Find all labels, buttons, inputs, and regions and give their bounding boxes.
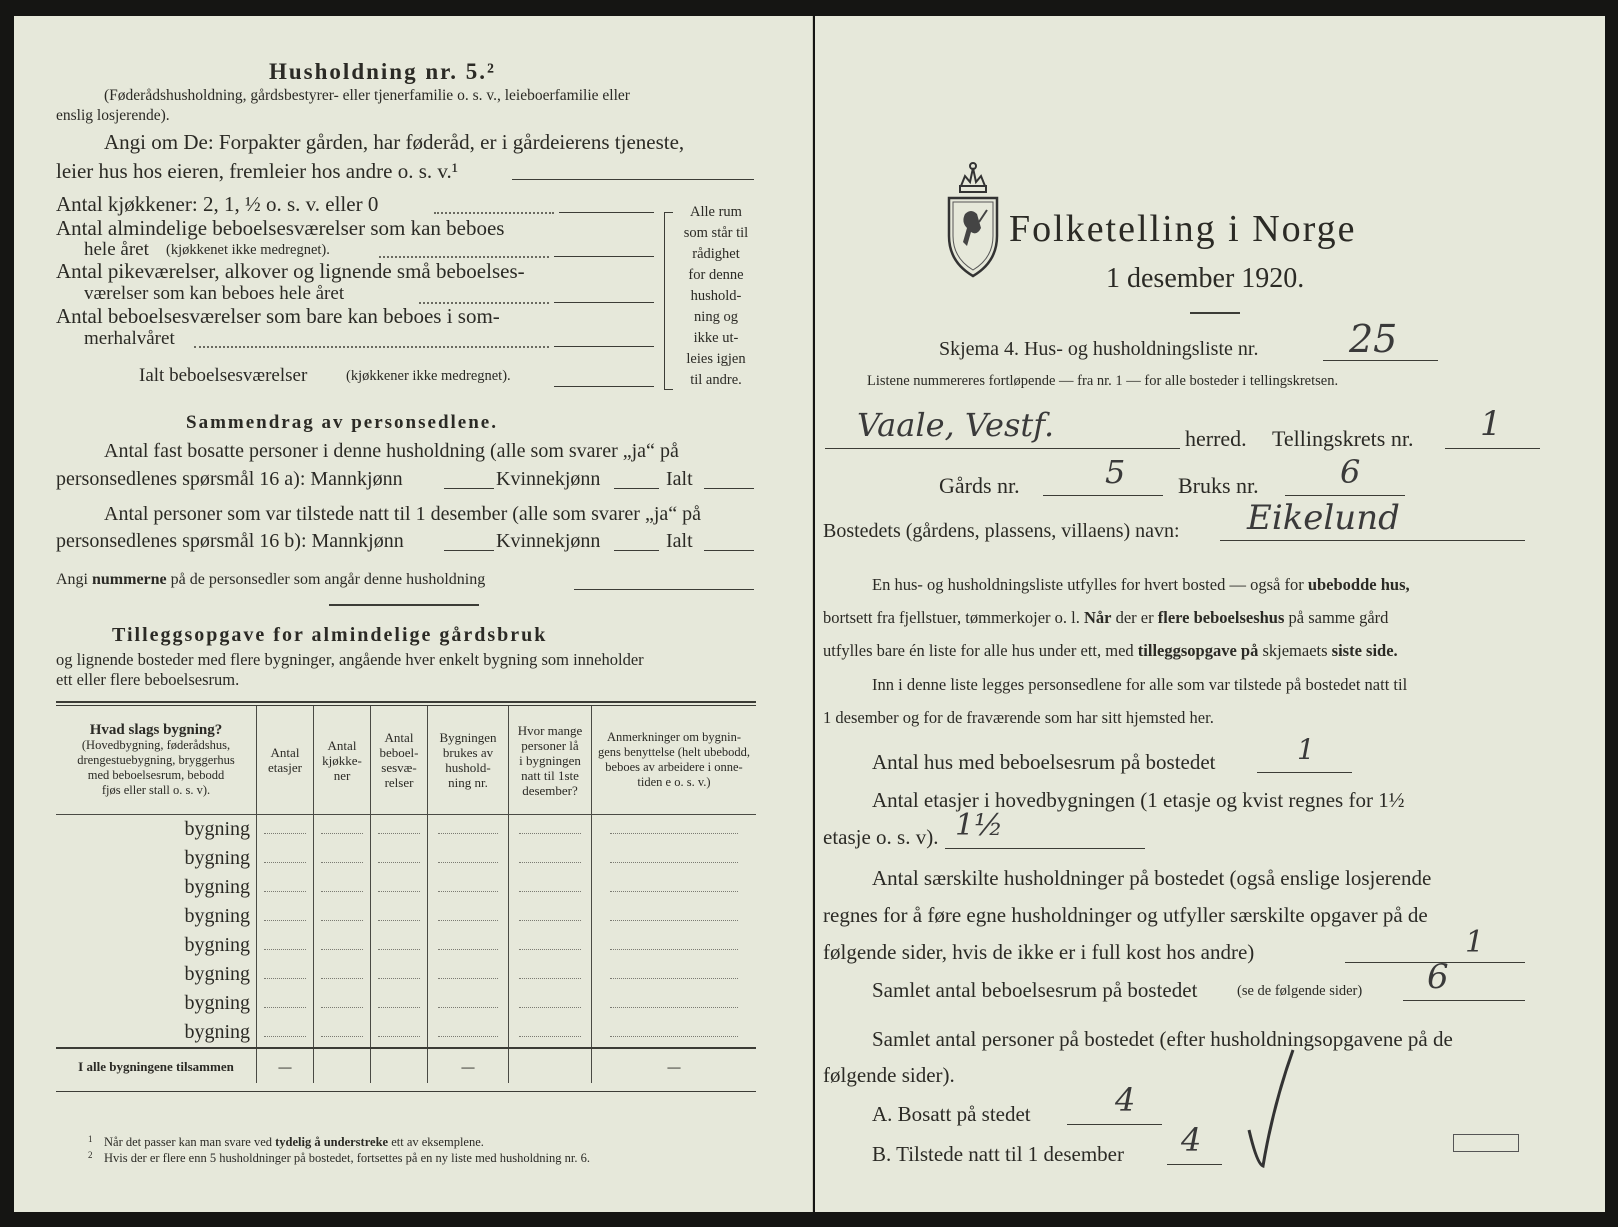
households-label-2: regnes for å føre egne husholdninger og utfyller særskilte opgaver på de	[823, 903, 1428, 927]
district-value: 1	[1480, 404, 1502, 444]
rooms-brace	[664, 212, 673, 390]
herred-value: Vaale, Vestf.	[857, 406, 1055, 444]
footnote-2: Hvis der er flere enn 5 husholdninger på bostedet, fortsettes på en ny liste med husholdning nr. 6.	[104, 1151, 591, 1165]
buildings-table	[56, 706, 756, 1083]
farm-number-label: Gårds nr.	[939, 473, 1020, 498]
place-name-value: Eikelund	[1247, 498, 1400, 538]
use-number-label: Bruks nr.	[1178, 473, 1259, 498]
houses-value: 1	[1297, 733, 1315, 766]
summary-a-female: Kvinnekjønn	[496, 468, 601, 490]
total-rooms-note: (kjøkkener ikke medregnet).	[346, 368, 511, 384]
household-title: Husholdning nr. 5.²	[269, 59, 496, 84]
use-number-value: 6	[1340, 453, 1361, 491]
summary-a-line-1: Antal fast bosatte personer i denne husholdning (alle som svarer „ja“ på	[104, 440, 679, 462]
table-row: bygning	[56, 1018, 756, 1048]
ordinary-rooms-note: (kjøkkenet ikke medregnet).	[166, 242, 330, 258]
numbering-note: Listene nummereres fortløpende — fra nr. 1 — for alle bosteder i tellingskretsen.	[867, 373, 1339, 389]
farm-number-value: 5	[1105, 453, 1126, 491]
brace-note: Alle rum som står til rådighet for denne hushold- ning og ikke ut- leies igjen til andre.	[683, 204, 749, 388]
footnote-1: Når det passer kan man svare ved tydelig å understreke ett av eksemplene.	[104, 1135, 484, 1149]
total-rooms-label: Ialt beboelsesværelser	[139, 365, 308, 386]
rooms-total-note: (se de følgende sider)	[1237, 983, 1363, 999]
instructions-line-3: utfylles bare én liste for alle hus under ett, med tilleggsopgave på skjemaets siste side.	[823, 641, 1398, 660]
intro-line-1: (Føderådshusholdning, gårdsbestyrer- eller tjenerfamilie o. s. v., leieboerfamilie eller	[104, 87, 630, 104]
norway-coat-of-arms-icon	[943, 158, 1003, 283]
summary-a-line-2: personsedlenes spørsmål 16 a): Mannkjønn	[56, 468, 403, 490]
instructions-line-4: Inn i denne liste legges personsedlene for alle som var tilstede på bostedet natt til	[872, 675, 1408, 694]
col-rooms: Antal beboel- sesvæ- relser	[371, 706, 428, 815]
summary-b-line-2: personsedlenes spørsmål 16 b): Mannkjønn	[56, 530, 404, 552]
col-persons: Hvor mange personer lå i bygningen natt til 1ste desember?	[509, 706, 592, 815]
intro-line-2: enslig losjerende).	[56, 107, 170, 124]
col-kitchens: Antal kjøkke- ner	[314, 706, 371, 815]
table-row: bygning	[56, 844, 756, 873]
table-row: bygning	[56, 931, 756, 960]
instructions-line-2: bortsett fra fjellstuer, tømmerkojer o. l. Når der er flere beboelseshus på samme gård	[823, 608, 1389, 627]
summary-b-line-1: Antal personer som var tilstede natt til 1 desember (alle som svarer „ja“ på	[104, 503, 702, 525]
resident-value: 4	[1115, 1081, 1136, 1119]
maid-rooms-label-1: Antal pikeværelser, alkover og lignende små beboelses-	[56, 259, 525, 283]
census-date: 1 desember 1920.	[1106, 263, 1305, 294]
resident-label: A. Bosatt på stedet	[872, 1102, 1031, 1126]
ordinary-rooms-label-2: hele året	[84, 239, 149, 260]
kitchens-label: Antal kjøkkener: 2, 1, ½ o. s. v. eller 0	[56, 192, 379, 216]
summer-rooms-label-2: merhalvåret	[84, 328, 175, 349]
ask-line-1: Angi om De: Forpakter gården, har føderåd, er i gårdeierens tjeneste,	[104, 130, 685, 154]
table-total-row: I alle bygningene tilsammen — — —	[56, 1048, 756, 1083]
summary-b-female: Kvinnekjønn	[496, 530, 601, 552]
floors-label-1: Antal etasjer i hovedbygningen (1 etasje og kvist regnes for 1½	[872, 788, 1405, 812]
households-label-3: følgende sider, hvis de ikke er i full kost hos andre)	[823, 940, 1255, 964]
supplement-line-1: og lignende bosteder med flere bygninger, angående hver enkelt bygning som inneholder	[56, 650, 644, 669]
schema-label: Skjema 4. Hus- og husholdningsliste nr.	[939, 338, 1259, 360]
table-row: bygning	[56, 873, 756, 902]
summer-rooms-label-1: Antal beboelsesværelser som bare kan beboes i som-	[56, 304, 500, 328]
table-row: bygning	[56, 989, 756, 1018]
place-name-label: Bostedets (gårdens, plassens, villaens) navn:	[823, 520, 1180, 542]
summary-b-ialt: Ialt	[666, 530, 693, 552]
district-label: Tellingskrets nr.	[1272, 426, 1414, 451]
persons-label-2: følgende sider).	[823, 1063, 955, 1087]
col-floors: Antal etasjer	[257, 706, 314, 815]
footnote-2-mark: 2	[88, 1150, 93, 1160]
instructions-line-5: 1 desember og for de fraværende som har sitt hjemsted her.	[823, 708, 1214, 727]
form-title: Folketelling i Norge	[1009, 208, 1357, 250]
floors-label-2: etasje o. s. v).	[823, 825, 939, 849]
present-label: B. Tilstede natt til 1 desember	[872, 1142, 1124, 1166]
summary-title: Sammendrag av personsedlene.	[186, 412, 498, 433]
households-label-1: Antal særskilte husholdninger på bostedet (også enslige losjerende	[872, 866, 1432, 890]
summary-a-ialt: Ialt	[666, 468, 693, 490]
maid-rooms-label-2: værelser som kan beboes hele året	[84, 283, 345, 304]
col-remarks: Anmerkninger om bygnin- gens benyttelse (helt ubebodd, beboes av arbeidere i onne- tiden e o. s. v.)	[592, 706, 757, 815]
persons-label-1: Samlet antal personer på bostedet (efter husholdningsopgavene på de	[872, 1027, 1453, 1051]
col-building-type: Hvad slags bygning? (Hovedbygning, føderådshus, drengestuebygning, bryggerhus med beboelsesrum, bebodd fjøs eller stall o. s. v).	[56, 706, 257, 815]
table-row: bygning	[56, 960, 756, 989]
herred-label: herred.	[1185, 426, 1247, 451]
left-page	[14, 16, 813, 1212]
printer-stamp-icon	[1453, 1134, 1519, 1152]
present-value: 4	[1181, 1121, 1202, 1159]
houses-label: Antal hus med beboelsesrum på bostedet	[872, 750, 1216, 774]
check-mark-icon	[1243, 1046, 1303, 1176]
list-number-value: 25	[1349, 317, 1398, 361]
rooms-total-value: 6	[1427, 957, 1449, 997]
supplement-line-2: ett eller flere beboelsesrum.	[56, 670, 240, 689]
footnote-1-mark: 1	[88, 1134, 93, 1144]
instructions-line-1: En hus- og husholdningsliste utfylles for hvert bosted — også for ubebodde hus,	[872, 575, 1410, 594]
supplement-title: Tilleggsopgave for almindelige gårdsbruk	[112, 624, 548, 646]
table-row: bygning	[56, 902, 756, 931]
numbers-line: Angi nummerne på de personsedler som angår denne husholdning	[56, 571, 486, 588]
ordinary-rooms-label-1: Antal almindelige beboelsesværelser som kan beboes	[56, 216, 505, 240]
floors-value: 1½	[955, 808, 1004, 843]
households-value: 1	[1465, 925, 1485, 960]
right-page	[815, 16, 1605, 1212]
ask-line-2: leier hus hos eieren, fremleier hos andre o. s. v.¹	[56, 159, 459, 183]
col-household: Bygningen brukes av hushold- ning nr.	[428, 706, 509, 815]
table-row: bygning	[56, 815, 756, 845]
rooms-total-label: Samlet antal beboelsesrum på bostedet	[872, 978, 1198, 1002]
